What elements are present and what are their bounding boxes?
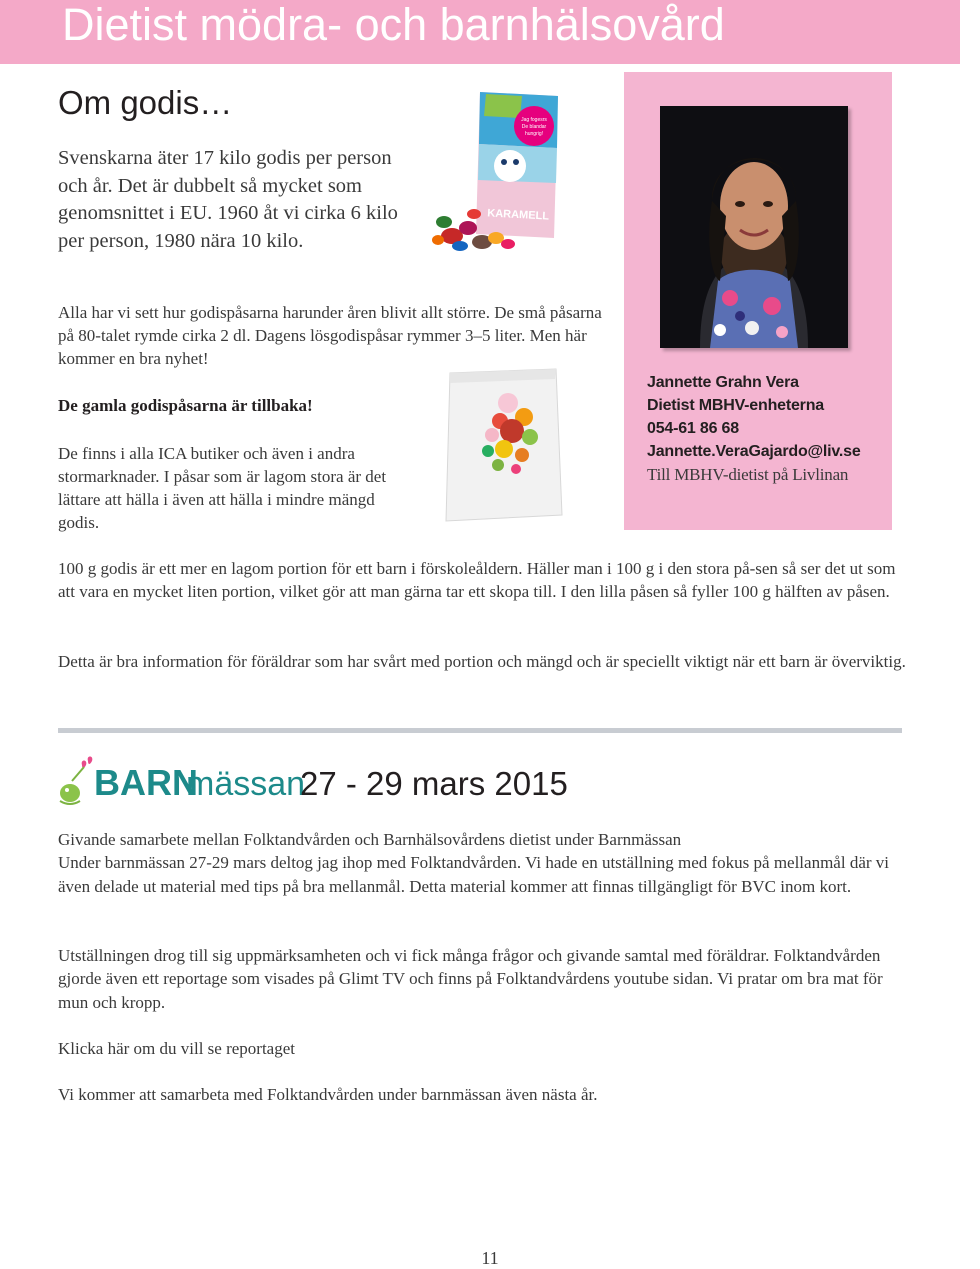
barnmassan-paragraph-2: Utställningen drog till sig uppmärksamheten och vi fick många frågor och givande samtal med föräldrar. Folktandvården gjorde även ett reportage som visades på Glimt TV och finns på Folktandvårdens youtube sidan. Vi pratar om bra mat för mun och kropp. [58, 946, 883, 1012]
barnmassan-line-2: Under barnmässan 27-29 mars deltog jag ihop med Folktandvården. Vi hade en utställning med fokus på mellanmål där vi även delade ut material med tips på bra mellanmål. Detta material kommer att finnas tillgängligt för BVC inom kort. [58, 853, 889, 896]
article-paragraph-3: 100 g godis är ett mer en lagom portion för ett barn i förskoleåldern. Häller man i 100 g i den stora på-sen så ser det ut som att vara en mycket liten portion, vilket gör att man gärna tar ett skopa till. I den lilla påsen så fyller 100 g hälften av påsen. [58, 559, 896, 602]
barnmassan-logo [58, 755, 306, 811]
contact-note: Till MBHV-dietist på Livlinan [647, 465, 849, 484]
barnmassan-closing: Vi kommer att samarbeta med Folktandvården under barnmässan även nästa år. [58, 1085, 598, 1104]
barnmassan-line-1: Givande samarbete mellan Folktandvården och Barnhälsovårdens dietist under Barnmässan [58, 830, 682, 849]
dietitian-portrait [660, 106, 848, 348]
contact-role: Dietist MBHV-enheterna [647, 397, 824, 414]
contact-info [647, 371, 877, 486]
paper-bag-image [438, 365, 568, 525]
article-highlight: De gamla godispåsarna är tillbaka! [58, 396, 313, 415]
logo-text-light: mässan [186, 765, 306, 803]
header-banner [0, 0, 960, 64]
article-paragraph-2: De finns i alla ICA butiker och även i andra stormarknader. I påsar som är lagom stora är det lättare att hälla i även att hälla i mindre mängd godis. [58, 444, 387, 532]
page-title: Dietist mödra- och barnhälsovård [62, 0, 725, 50]
article-heading: Om godis… [58, 84, 233, 121]
barnmassan-intro [58, 828, 908, 898]
article-intro: Svenskarna äter 17 kilo godis per person och år. Det är dubbelt så mycket som genomsnittet i EU. 1960 åt vi cirka 6 kilo per person, 1980 nära 10 kilo. [58, 147, 398, 252]
section-divider [58, 728, 902, 733]
reportage-link[interactable]: Klicka här om du vill se reportaget [58, 1039, 295, 1058]
page-number: 11 [481, 1248, 499, 1268]
bag-brand-text: KARAMELL [487, 207, 550, 223]
event-date: 27 - 29 mars 2015 [300, 765, 568, 802]
contact-email[interactable]: Jannette.VeraGajardo@liv.se [647, 443, 861, 460]
bag-tag-line2: De blandar [521, 124, 547, 130]
article-paragraph-1: Alla har vi sett hur godispåsarna harunder åren blivit allt större. De små påsarna på 80-talet rymde cirka 2 dl. Dagens lösgodispåsar rymmer 3–5 liter. Men här kommer en bra nyhet! [58, 303, 602, 368]
contact-name: Jannette Grahn Vera [647, 374, 799, 391]
article-paragraph-4: Detta är bra information för föräldrar som har svårt med portion och mängd och är speciellt viktigt när ett barn är överviktig. [58, 652, 906, 671]
logo-text-bold: BARN [94, 762, 198, 803]
bag-tag-line1: Jag fogesrs [521, 117, 547, 123]
candy-bag-image [430, 88, 570, 253]
bag-tag-line3: hungrig! [524, 131, 544, 137]
contact-phone[interactable]: 054-61 86 68 [647, 420, 739, 437]
